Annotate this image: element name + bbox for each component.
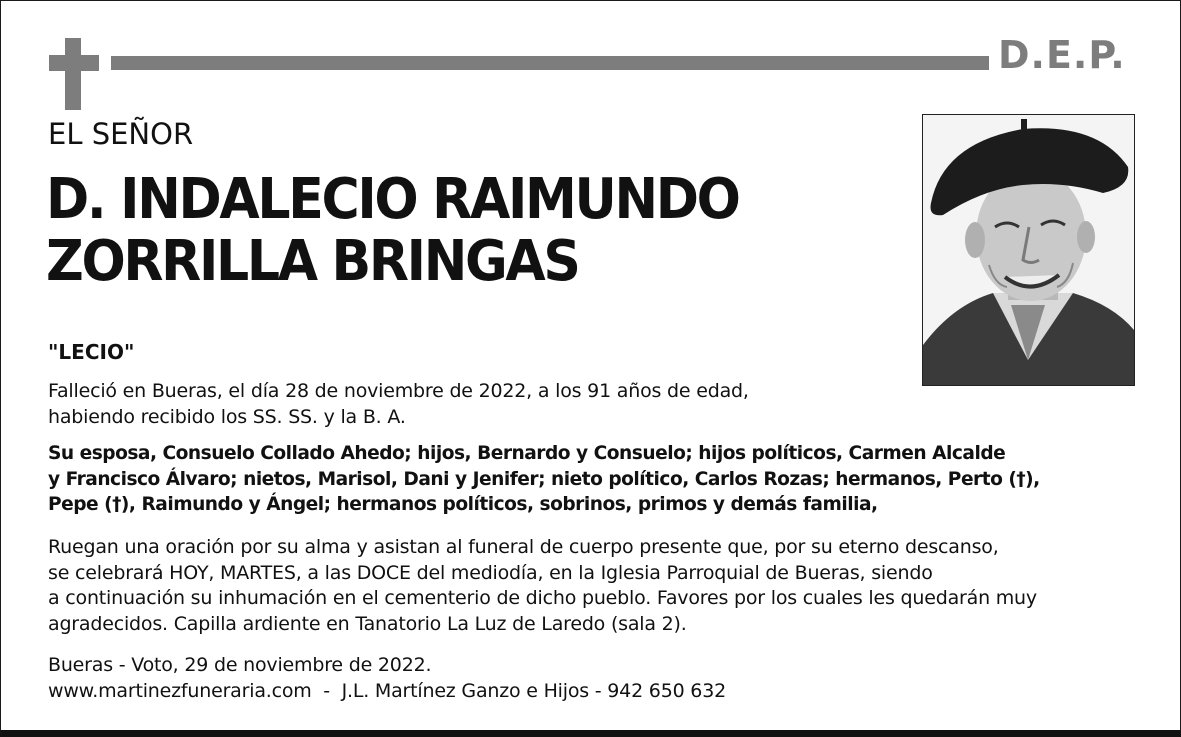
death-details xyxy=(48,379,749,430)
name-line-2: ZORRILLA BRINGAS xyxy=(46,229,579,294)
funeral-request xyxy=(48,535,1037,637)
death-line: Falleció en Bueras, el día 28 de noviembre de 2022, a los 91 años de edad, xyxy=(48,380,749,402)
deceased-name xyxy=(46,169,739,293)
family-list xyxy=(48,441,1040,518)
footer xyxy=(48,653,726,704)
request-line: a continuación su inhumación en el cementerio de dicho pueblo. Favores por los cuales les quedarán muy xyxy=(48,587,1037,609)
request-line: Ruegan una oración por su alma y asistan al funeral de cuerpo presente que, por su eterno descanso, xyxy=(48,536,999,558)
cross-icon xyxy=(49,38,99,110)
honorific: EL SEÑOR xyxy=(48,117,194,151)
family-line: Su esposa, Consuelo Collado Ahedo; hijos, Bernardo y Consuelo; hijos políticos, Carmen Alcalde xyxy=(48,443,1006,464)
dep-label: D.E.P. xyxy=(998,33,1126,77)
nickname: "LECIO" xyxy=(48,340,135,364)
place-date: Bueras - Voto, 29 de noviembre de 2022. xyxy=(48,654,432,676)
portrait-photo xyxy=(922,114,1135,386)
name-line-1: D. INDALECIO RAIMUNDO xyxy=(46,167,739,232)
request-line: se celebrará HOY, MARTES, a las DOCE del mediodía, en la Iglesia Parroquial de Bueras, siendo xyxy=(48,561,933,584)
death-line: habiendo recibido los SS. SS. y la B. A. xyxy=(48,405,406,428)
header-rule xyxy=(111,56,989,70)
request-line: agradecidos. Capilla ardiente en Tanatorio La Luz de Laredo (sala 2). xyxy=(48,612,687,635)
contact-line: www.martinezfuneraria.com - J.L. Martínez Ganzo e Hijos - 942 650 632 xyxy=(48,679,726,702)
family-line: y Francisco Álvaro; nietos, Marisol, Dani y Jenifer; nieto político, Carlos Rozas; hermanos, Perto (†), xyxy=(48,468,1040,490)
family-line: Pepe (†), Raimundo y Ángel; hermanos políticos, sobrinos, primos y demás familia, xyxy=(48,494,878,515)
portrait-image xyxy=(923,115,1134,385)
